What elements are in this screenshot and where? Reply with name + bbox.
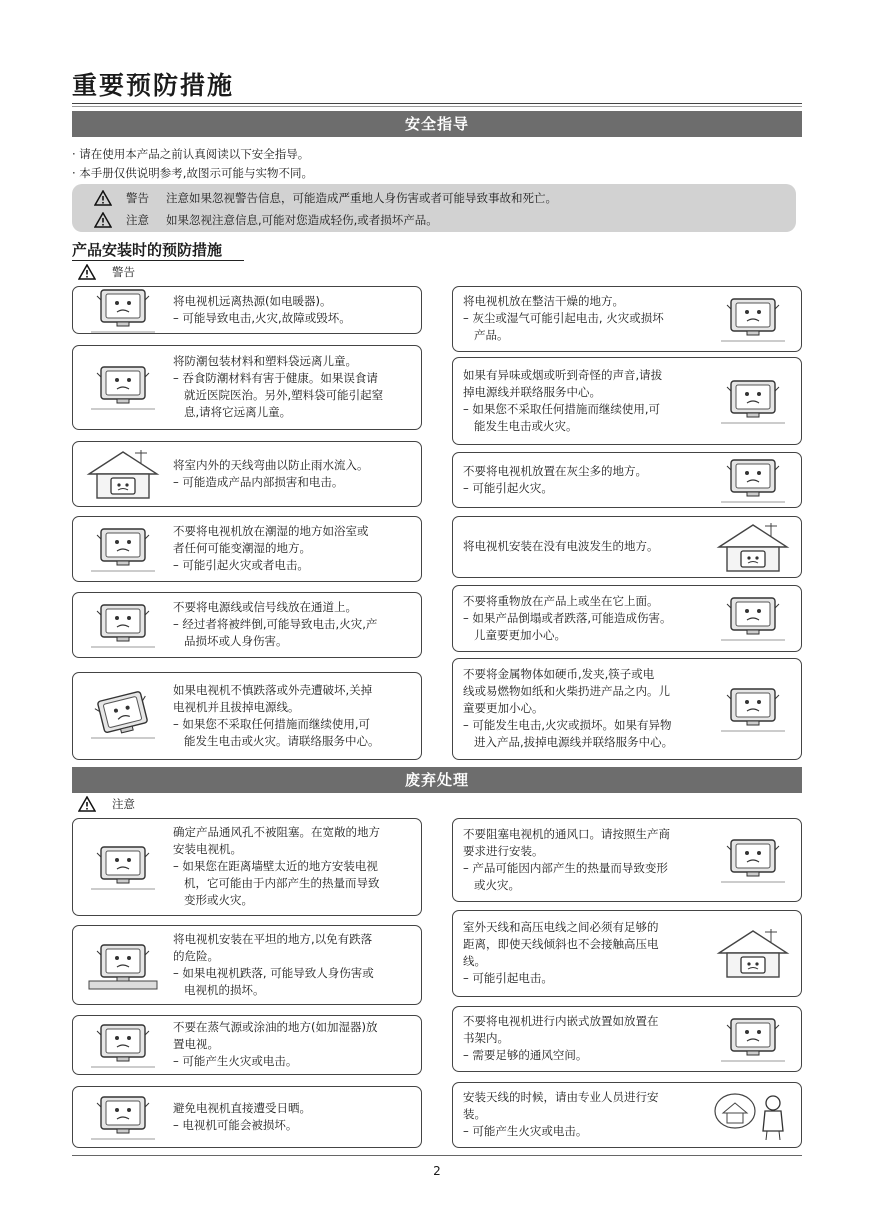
card-line: 将电视机安装在没有电波发生的地方。 [463, 539, 659, 553]
warning-card [72, 345, 422, 430]
warning-card [452, 357, 802, 445]
card-line: 品损坏或人身伤害。 [184, 634, 288, 648]
card-line: – 如果产品倒塌或者跌落,可能造成伤害。 [463, 611, 672, 625]
title-rule-secondary [72, 106, 802, 107]
card-text [463, 367, 662, 435]
card-line: 将室内外的天线弯曲以防止雨水流入。 [173, 458, 369, 472]
card-line: – 需要足够的通风空间。 [463, 1048, 588, 1062]
caution-icon [94, 212, 112, 228]
card-line: 要求进行安装。 [463, 844, 544, 858]
caution-card [72, 1086, 422, 1148]
card-line: 确定产品通风孔不被阻塞。在宽敞的地方 [173, 825, 380, 839]
house-tv-icon [711, 521, 795, 578]
card-line: 不要将电源线或信号线放在通道上。 [173, 600, 357, 614]
card-line: 将防潮包装材料和塑料袋远离儿童。 [173, 354, 357, 368]
card-text [463, 1013, 659, 1064]
tv-illustration-icon [711, 834, 795, 891]
card-line: – 如果您在距离墙壁太近的地方安装电视 [173, 859, 378, 873]
caution-icon [78, 796, 96, 812]
card-line: – 产品可能因内部产生的热量而导致变形 [463, 861, 668, 875]
tv-illustration-icon [81, 361, 165, 418]
card-text [173, 824, 380, 909]
card-line: 童要更加小心。 [463, 701, 544, 715]
card-line: 安装电视机。 [173, 842, 242, 856]
card-line: – 可能引起火灾或者电击。 [173, 558, 309, 572]
footer-rule [72, 1155, 802, 1156]
card-line: 的危险。 [173, 949, 219, 963]
card-line: 如果电视机不慎跌落或外壳遭破坏,关掉 [173, 683, 373, 697]
card-line: 产品。 [474, 328, 509, 342]
card-text [173, 931, 374, 999]
card-text [463, 538, 659, 555]
warning-icon [78, 264, 96, 280]
warning-card [72, 441, 422, 507]
card-line: – 可能产生火灾或电击。 [173, 1054, 298, 1068]
warning-card [72, 672, 422, 760]
card-line: 就近医院医治。另外,塑料袋可能引起窒 [184, 388, 384, 402]
card-text [173, 353, 383, 421]
caution-level-label: 注意 [112, 797, 135, 811]
card-line: – 经过者将被绊倒,可能导致电击,火灾,产 [173, 617, 378, 631]
card-line: 如果有异味或烟或听到奇怪的声音,请拔 [463, 368, 663, 382]
card-text [173, 457, 369, 491]
tv-illustration-icon [81, 690, 165, 747]
card-line: – 可能引起火灾。 [463, 481, 553, 495]
card-line: 者任何可能变潮湿的地方。 [173, 541, 311, 555]
card-line: 电视机的损坏。 [184, 983, 265, 997]
card-line: 变形或火灾。 [184, 893, 253, 907]
card-line: – 可能造成产品内部损害和电击。 [173, 475, 344, 489]
notice-box [72, 184, 796, 232]
card-line: 将电视机放在整洁干燥的地方。 [463, 294, 624, 308]
card-line: – 如果您不采取任何措施而继续使用,可 [463, 402, 661, 416]
warning-card [72, 286, 422, 334]
tv-illustration-icon [81, 599, 165, 656]
notice-warning-label: 警告 [126, 191, 149, 205]
caution-card [72, 1015, 422, 1075]
card-line: 避免电视机直接遭受日晒。 [173, 1101, 311, 1115]
notice-warning-text: 注意如果忽视警告信息，可能造成严重地人身伤害或者可能导致事故和死亡。 [166, 191, 557, 205]
warning-level-label: 警告 [112, 265, 135, 279]
tv-illustration-icon [81, 841, 165, 898]
card-line: 能发生电击或火灾。请联络服务中心。 [184, 734, 380, 748]
warning-card [452, 658, 802, 760]
tv-illustration-icon [711, 375, 795, 432]
warning-icon [94, 190, 112, 206]
card-line: – 可能引起电击。 [463, 971, 553, 985]
tv-illustration-icon [711, 293, 795, 350]
warning-card [452, 585, 802, 652]
caution-card [452, 1082, 802, 1148]
card-text [173, 599, 377, 650]
warning-card [452, 516, 802, 578]
card-line: – 可能导致电击,火灾,故障或毁坏。 [173, 311, 351, 325]
install-heading: 产品安装时的预防措施 [72, 241, 223, 259]
card-text [463, 826, 670, 894]
tv-illustration-icon [711, 454, 795, 511]
warning-card [452, 286, 802, 352]
card-text [463, 1089, 659, 1140]
card-text [463, 293, 664, 344]
card-text [463, 593, 672, 644]
warning-card [72, 592, 422, 658]
card-line: – 灰尘或湿气可能引起电击, 火灾或损坏 [463, 311, 664, 325]
caution-card [452, 910, 802, 997]
tv-illustration-icon [81, 523, 165, 580]
card-line: 不要将电视机进行内嵌式放置如放置在 [463, 1014, 659, 1028]
card-line: – 如果您不采取任何措施而继续使用,可 [173, 717, 371, 731]
card-line: 或火灾。 [474, 878, 520, 892]
card-line: 儿童要更加小心。 [474, 628, 566, 642]
intro-line-2: · 本手册仅供说明参考,故图示可能与实物不同。 [72, 166, 313, 180]
card-text [463, 463, 647, 497]
tv-illustration-icon [81, 939, 165, 996]
card-line: 不要将电视机放置在灰尘多的地方。 [463, 464, 647, 478]
install-heading-underline [72, 260, 244, 261]
notice-caution-label: 注意 [126, 213, 149, 227]
card-text [173, 682, 380, 750]
card-line: 线。 [463, 954, 486, 968]
card-text [463, 919, 659, 987]
notice-caution-text: 如果忽视注意信息,可能对您造成轻伤,或者损坏产品。 [166, 213, 438, 227]
card-line: 安装天线的时候，请由专业人员进行安 [463, 1090, 659, 1104]
card-line: 将电视机安装在平坦的地方,以免有跌落 [173, 932, 373, 946]
page-number: 2 [433, 1164, 441, 1178]
card-line: 进入产品,拔掉电源线并联络服务中心。 [474, 735, 674, 749]
card-line: 掉电源线并联络服务中心。 [463, 385, 601, 399]
card-line: 不要将金属物体如硬币,发夹,筷子或电 [463, 667, 655, 681]
card-text [173, 293, 351, 327]
card-text [173, 523, 369, 574]
card-line: 将电视机远离热源(如电暖器)。 [173, 294, 332, 308]
caution-card [72, 818, 422, 916]
card-text [463, 666, 673, 751]
card-line: 距离，即使天线倾斜也不会接触高压电 [463, 937, 659, 951]
house-tv-icon [711, 927, 795, 984]
house-tv-icon [81, 448, 165, 505]
card-text [173, 1019, 377, 1070]
card-line: – 如果电视机跌落, 可能导致人身伤害或 [173, 966, 374, 980]
tv-illustration-icon [81, 1091, 165, 1148]
card-line: 书架内。 [463, 1031, 509, 1045]
warning-card [452, 452, 802, 508]
caution-card [72, 925, 422, 1005]
card-line: 不要将重物放在产品上或坐在它上面。 [463, 594, 659, 608]
card-line: 装。 [463, 1107, 486, 1121]
warning-card [72, 516, 422, 582]
card-line: – 可能发生电击,火灾或损坏。如果有异物 [463, 718, 672, 732]
tv-illustration-icon [711, 683, 795, 740]
card-line: 息,请将它远离儿童。 [184, 405, 292, 419]
card-line: 不要将电视机放在潮湿的地方如浴室或 [173, 524, 369, 538]
section-bar-safety: 安全指导 [72, 111, 802, 137]
tv-illustration-icon [81, 1019, 165, 1076]
tv-illustration-icon [81, 284, 165, 341]
card-line: 置电视。 [173, 1037, 219, 1051]
card-line: 能发生电击或火灾。 [474, 419, 578, 433]
card-line: 不要在蒸气源或涂油的地方(如加湿器)放 [173, 1020, 378, 1034]
card-text [173, 1100, 311, 1134]
card-line: 线或易燃物如纸和火柴扔进产品之内。儿 [463, 684, 670, 698]
caution-card [452, 818, 802, 902]
card-line: 室外天线和高压电线之间必须有足够的 [463, 920, 659, 934]
card-line: 电视机并且拔掉电源线。 [173, 700, 300, 714]
card-line: – 可能产生火灾或电击。 [463, 1124, 588, 1138]
card-line: – 电视机可能会被损坏。 [173, 1118, 298, 1132]
section-bar-disposal: 废弃处理 [72, 767, 802, 793]
title-rule [72, 103, 802, 104]
page-title: 重要预防措施 [72, 71, 235, 100]
tv-illustration-icon [711, 1013, 795, 1070]
card-line: 机，它可能由于内部产生的热量而导致 [184, 876, 380, 890]
intro-line-1: · 请在使用本产品之前认真阅读以下安全指导。 [72, 147, 310, 161]
card-line: – 吞食防潮材料有害于健康。如果误食请 [173, 371, 378, 385]
tv-illustration-icon [711, 592, 795, 649]
card-line: 不要阻塞电视机的通风口。请按照生产商 [463, 827, 670, 841]
installer-icon [711, 1089, 795, 1146]
caution-card [452, 1006, 802, 1072]
